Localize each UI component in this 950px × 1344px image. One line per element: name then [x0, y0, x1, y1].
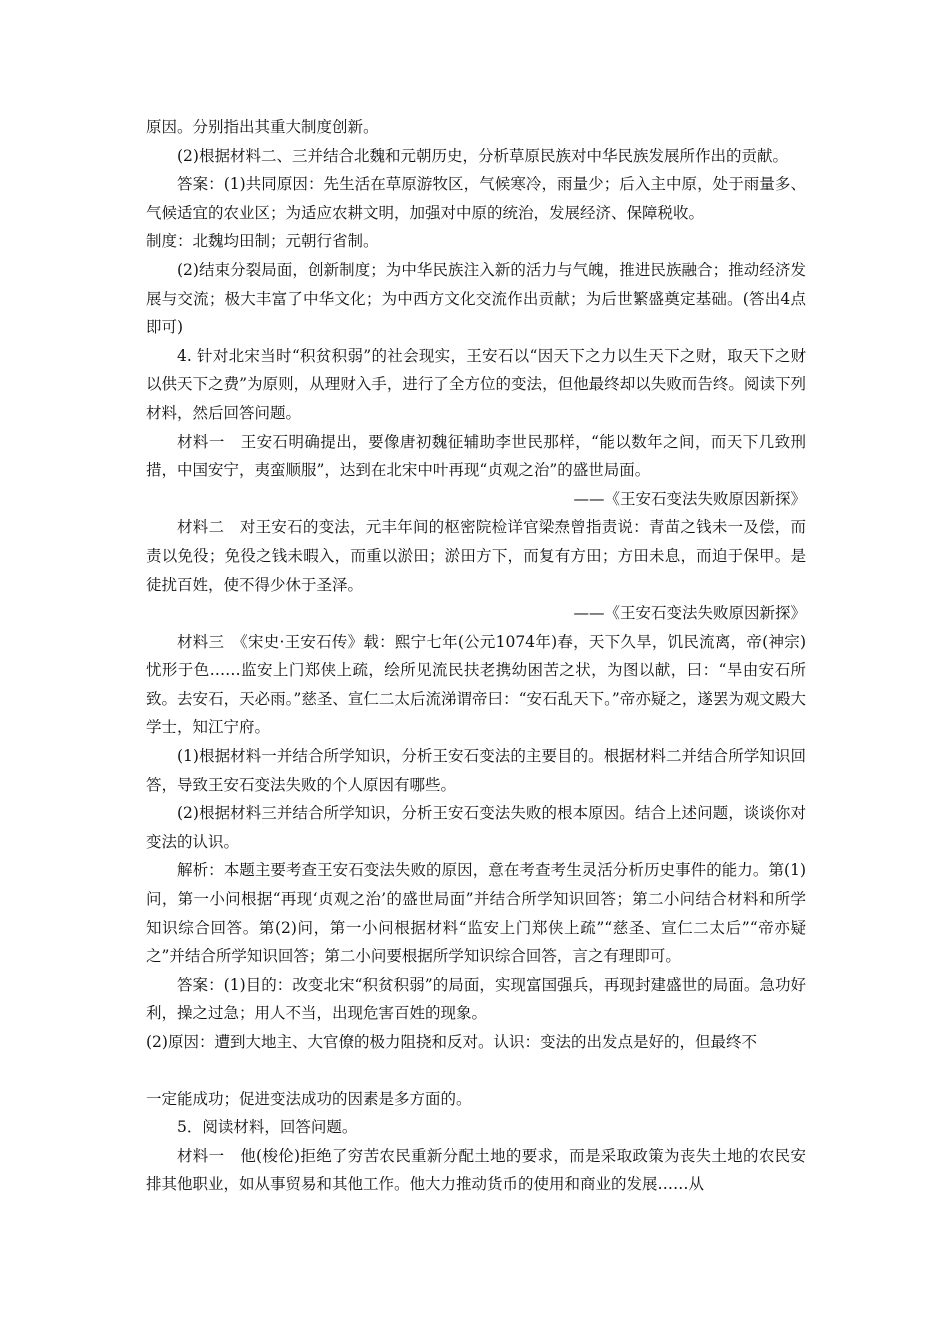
answer-paragraph-1: 答案：(1)共同原因：先生活在草原游牧区，气候寒冷，雨量少；后入主中原，处于雨量多、气候适宜的农业区；为适应农耕文明，加强对中原的统治，发展经济、保障税收。 — [146, 175, 806, 222]
paragraph-2: (2)根据材料二、三并结合北魏和元朝历史，分析草原民族对中华民族发展所作出的贡献。 — [177, 146, 788, 165]
blank-gap — [146, 1057, 806, 1085]
material-one: 材料一 王安石明确提出，要像唐初魏征辅助李世民那样，“能以数年之间，而天下几致刑措，中国安宁，夷蛮顺服”，达到在北宋中叶再现“贞观之治”的盛世局面。 — [146, 432, 806, 480]
document-page — [146, 113, 806, 1199]
question-4-intro: 4. 针对北宋当时“积贫积弱”的社会现实，王安石以“因天下之力以生天下之财，取天下之财以供天下之费”为原则，从理财入手，进行了全方位的变法，但他最终却以失败而告终。阅读下列材料，然后回答问题。 — [146, 346, 806, 422]
answer-paragraph-2: (2)结束分裂局面，创新制度；为中华民族注入新的活力与气魄，推进民族融合；推动经济发展与交流；极大丰富了中华文化；为中西方文化交流作出贡献；为后世繁盛奠定基础。(答出4点即可) — [146, 260, 806, 337]
answer-4-part-2-line-2: 一定能成功；促进变法成功的因素是多方面的。 — [146, 1089, 472, 1108]
material-one-source: ——《王安石变法失败原因新探》 — [573, 489, 806, 508]
answer-4-part-1: 答案：(1)目的：改变北宋“积贫积弱”的局面，实现富国强兵，再现封建盛世的局面。急功好利，操之过急；用人不当，出现危害百姓的现象。 — [146, 975, 806, 1023]
answer-4-part-2-line-1: (2)原因：遭到大地主、大官僚的极力阻挠和反对。认识：变法的出发点是好的，但最终不 — [146, 1033, 757, 1051]
material-two-source: ——《王安石变法失败原因新探》 — [573, 604, 806, 623]
paragraph-1: 原因。分别指出其重大制度创新。 — [146, 118, 379, 136]
question-4-part-1: (1)根据材料一并结合所学知识，分析王安石变法的主要目的。根据材料二并结合所学知识回答，导致王安石变法失败的个人原因有哪些。 — [146, 747, 806, 794]
question-4-part-2: (2)根据材料三并结合所学知识，分析王安石变法失败的根本原因。结合上述问题，谈谈你对变法的认识。 — [146, 804, 806, 851]
material-three: 材料三 《宋史·王安石传》载：熙宁七年(公元1074年)春，天下久旱，饥民流离，帝(神宗)忧形于色……监安上门郑侠上疏，绘所见流民扶老携幼困苦之状，为图以献，曰：“旱由安石所致。去安石，天必雨。”慈圣、宣仁二太后流涕谓帝曰：“安石乱天下。”帝亦疑之，遂罢为观文殿大学士，知江宁府。 — [146, 632, 806, 737]
analysis-paragraph: 解析：本题主要考查王安石变法失败的原因，意在考查考生灵活分析历史事件的能力。第(1)问，第一小问根据“再现‘贞观之治’的盛世局面”并结合所学知识回答；第二小问结合材料和所学知识综合回答。第(2)问，第一小问根据材料“监安上门郑侠上疏”“慈圣、宣仁二太后”“帝亦疑之”并结合所学知识回答；第二小问要根据所学知识综合回答，言之有理即可。 — [146, 861, 806, 966]
question-5-intro: 5．阅读材料，回答问题。 — [177, 1118, 358, 1137]
material-two: 材料二 对王安石的变法，元丰年间的枢密院检详官梁焘曾指责说：青苗之钱未一及偿，而责以免役；免役之钱未暇入，而重以淤田；淤田方下，而复有方田；方田未息，而迫于保甲。是徒扰百姓，使不得少休于圣泽。 — [146, 518, 806, 594]
question-5-material-one: 材料一 他(梭伦)拒绝了穷苦农民重新分配土地的要求，而是采取政策为丧失土地的农民安排其他职业，如从事贸易和其他工作。他大力推动货币的使用和商业的发展……从 — [146, 1146, 806, 1194]
answer-paragraph-system: 制度：北魏均田制；元朝行省制。 — [146, 232, 379, 251]
